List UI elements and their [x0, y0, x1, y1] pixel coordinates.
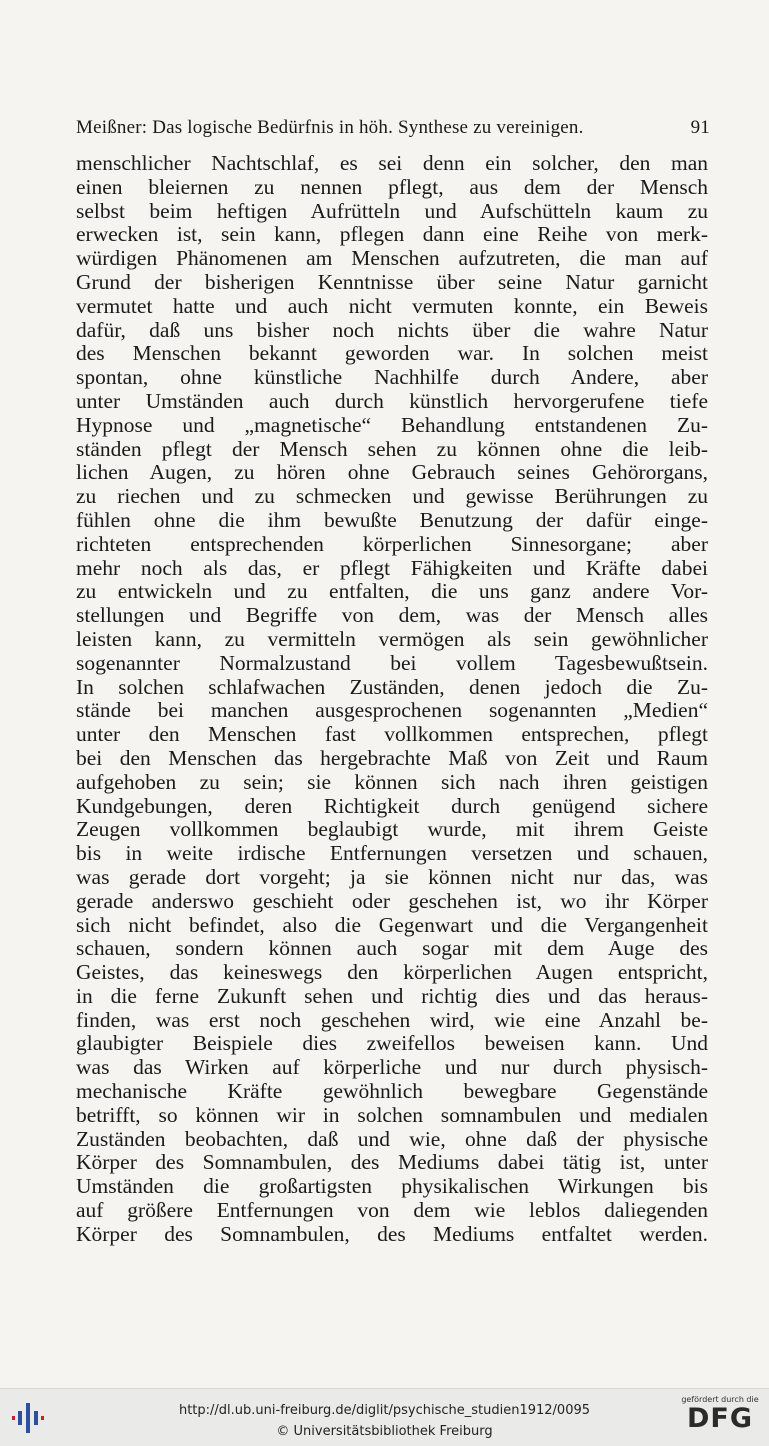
text-line: Grund der bisherigen Kenntnisse über seine Natur garnicht — [76, 270, 708, 294]
text-line: selbst beim heftigen Aufrütteln und Aufschütteln kaum zu — [76, 199, 708, 223]
text-line: in die ferne Zukunft sehen und richtig dies und das heraus- — [76, 984, 708, 1008]
source-url-link[interactable]: http://dl.ub.uni-freiburg.de/diglit/psychische_studien1912/0095 — [178, 1403, 591, 1418]
dfg-caption: gefördert durch die — [681, 1395, 759, 1404]
text-line: Zuständen beobachten, daß und wie, ohne daß der physische — [76, 1127, 708, 1151]
body-text — [76, 152, 708, 1247]
text-line: zu riechen und zu schmecken und gewisse Berührungen zu — [76, 485, 708, 509]
text-line: einen bleiernen zu nennen pflegt, aus dem der Mensch — [76, 175, 708, 199]
text-line: stellungen und Begriffe von dem, was der Mensch alles — [76, 604, 708, 628]
running-head — [76, 117, 710, 139]
text-line: des Menschen bekannt geworden war. In solchen meist — [76, 342, 708, 366]
text-line: würdigen Phänomenen am Menschen aufzutreten, die man auf — [76, 247, 708, 271]
text-line: Kundgebungen, deren Richtigkeit durch genügend sichere — [76, 794, 708, 818]
text-line: betrifft, so können wir in solchen somnambulen und medialen — [76, 1103, 708, 1127]
text-line: ständen pflegt der Mensch sehen zu können ohne die leib- — [76, 437, 708, 461]
text-line: unter Umständen auch durch künstlich hervorgerufene tiefe — [76, 389, 708, 413]
text-line: bis in weite irdische Entfernungen versetzen und schauen, — [76, 842, 708, 866]
text-line: schauen, sondern können auch sogar mit dem Auge des — [76, 937, 708, 961]
dfg-logo-text: DFG — [686, 1403, 754, 1434]
text-line: richteten entsprechenden körperlichen Sinnesorgane; aber — [76, 532, 708, 556]
text-line: dafür, daß uns bisher noch nichts über die wahre Natur — [76, 318, 708, 342]
text-line: Zeugen vollkommen beglaubigt wurde, mit ihrem Geiste — [76, 818, 708, 842]
text-line: sogenannter Normalzustand bei vollem Tagesbewußtsein. — [76, 651, 708, 675]
text-line: lichen Augen, zu hören ohne Gebrauch seines Gehörorgans, — [76, 461, 708, 485]
text-line: Geistes, das keineswegs den körperlichen Augen entspricht, — [76, 961, 708, 985]
text-line: menschlicher Nachtschlaf, es sei denn ein solcher, den man — [76, 152, 708, 175]
text-line: Hypnose und „magnetische“ Behandlung entstandenen Zu- — [76, 413, 708, 437]
text-line: Körper des Somnambulen, des Mediums dabei tätig ist, unter — [76, 1151, 708, 1175]
text-line: vermutet hatte und auch nicht vermuten konnte, ein Beweis — [76, 294, 708, 318]
text-line: was gerade dort vorgeht; ja sie können nicht nur das, was — [76, 865, 708, 889]
text-line: spontan, ohne künstliche Nachhilfe durch Andere, aber — [76, 366, 708, 390]
text-line: zu entwickeln und zu entfalten, die uns ganz andere Vor- — [76, 580, 708, 604]
text-line: glaubigter Beispiele dies zweifellos beweisen kann. Und — [76, 1032, 708, 1056]
text-line: was das Wirken auf körperliche und nur durch physisch- — [76, 1056, 708, 1080]
text-line: Umständen die großartigsten physikalischen Wirkungen bis — [76, 1175, 708, 1199]
text-line: mehr noch als das, er pflegt Fähigkeiten und Kräfte dabei — [76, 556, 708, 580]
text-line: sich nicht befindet, also die Gegenwart und die Vergangenheit — [76, 913, 708, 937]
text-line: finden, was erst noch geschehen wird, wie eine Anzahl be- — [76, 1008, 708, 1032]
copyright-notice: © Universitätsbibliothek Freiburg — [276, 1424, 493, 1439]
dfg-logo[interactable] — [678, 1395, 762, 1441]
page-number: 91 — [690, 117, 710, 138]
running-title: Meißner: Das logische Bedürfnis in höh. Synthese zu vereinigen. — [76, 117, 584, 138]
text-line: mechanische Kräfte gewöhnlich bewegbare Gegenstände — [76, 1080, 708, 1104]
text-line: stände bei manchen ausgesprochenen sogenannten „Medien“ — [76, 699, 708, 723]
text-line: aufgehoben zu sein; sie können sich nach ihren geistigen — [76, 770, 708, 794]
footer-bar — [0, 1388, 769, 1446]
text-line: leisten kann, zu vermitteln vermögen als sein gewöhnlicher — [76, 627, 708, 651]
text-line: unter den Menschen fast vollkommen entsprechen, pflegt — [76, 723, 708, 747]
text-line: Körper des Somnambulen, des Mediums entfaltet werden. — [76, 1222, 708, 1246]
text-line: gerade anderswo geschieht oder geschehen ist, wo ihr Körper — [76, 889, 708, 913]
text-line: auf größere Entfernungen von dem wie leblos daliegenden — [76, 1199, 708, 1223]
text-line: erwecken ist, sein kann, pflegen dann eine Reihe von merk- — [76, 223, 708, 247]
text-line: In solchen schlafwachen Zuständen, denen jedoch die Zu- — [76, 675, 708, 699]
text-line: bei den Menschen das hergebrachte Maß von Zeit und Raum — [76, 746, 708, 770]
text-line: fühlen ohne die ihm bewußte Benutzung der dafür einge- — [76, 508, 708, 532]
